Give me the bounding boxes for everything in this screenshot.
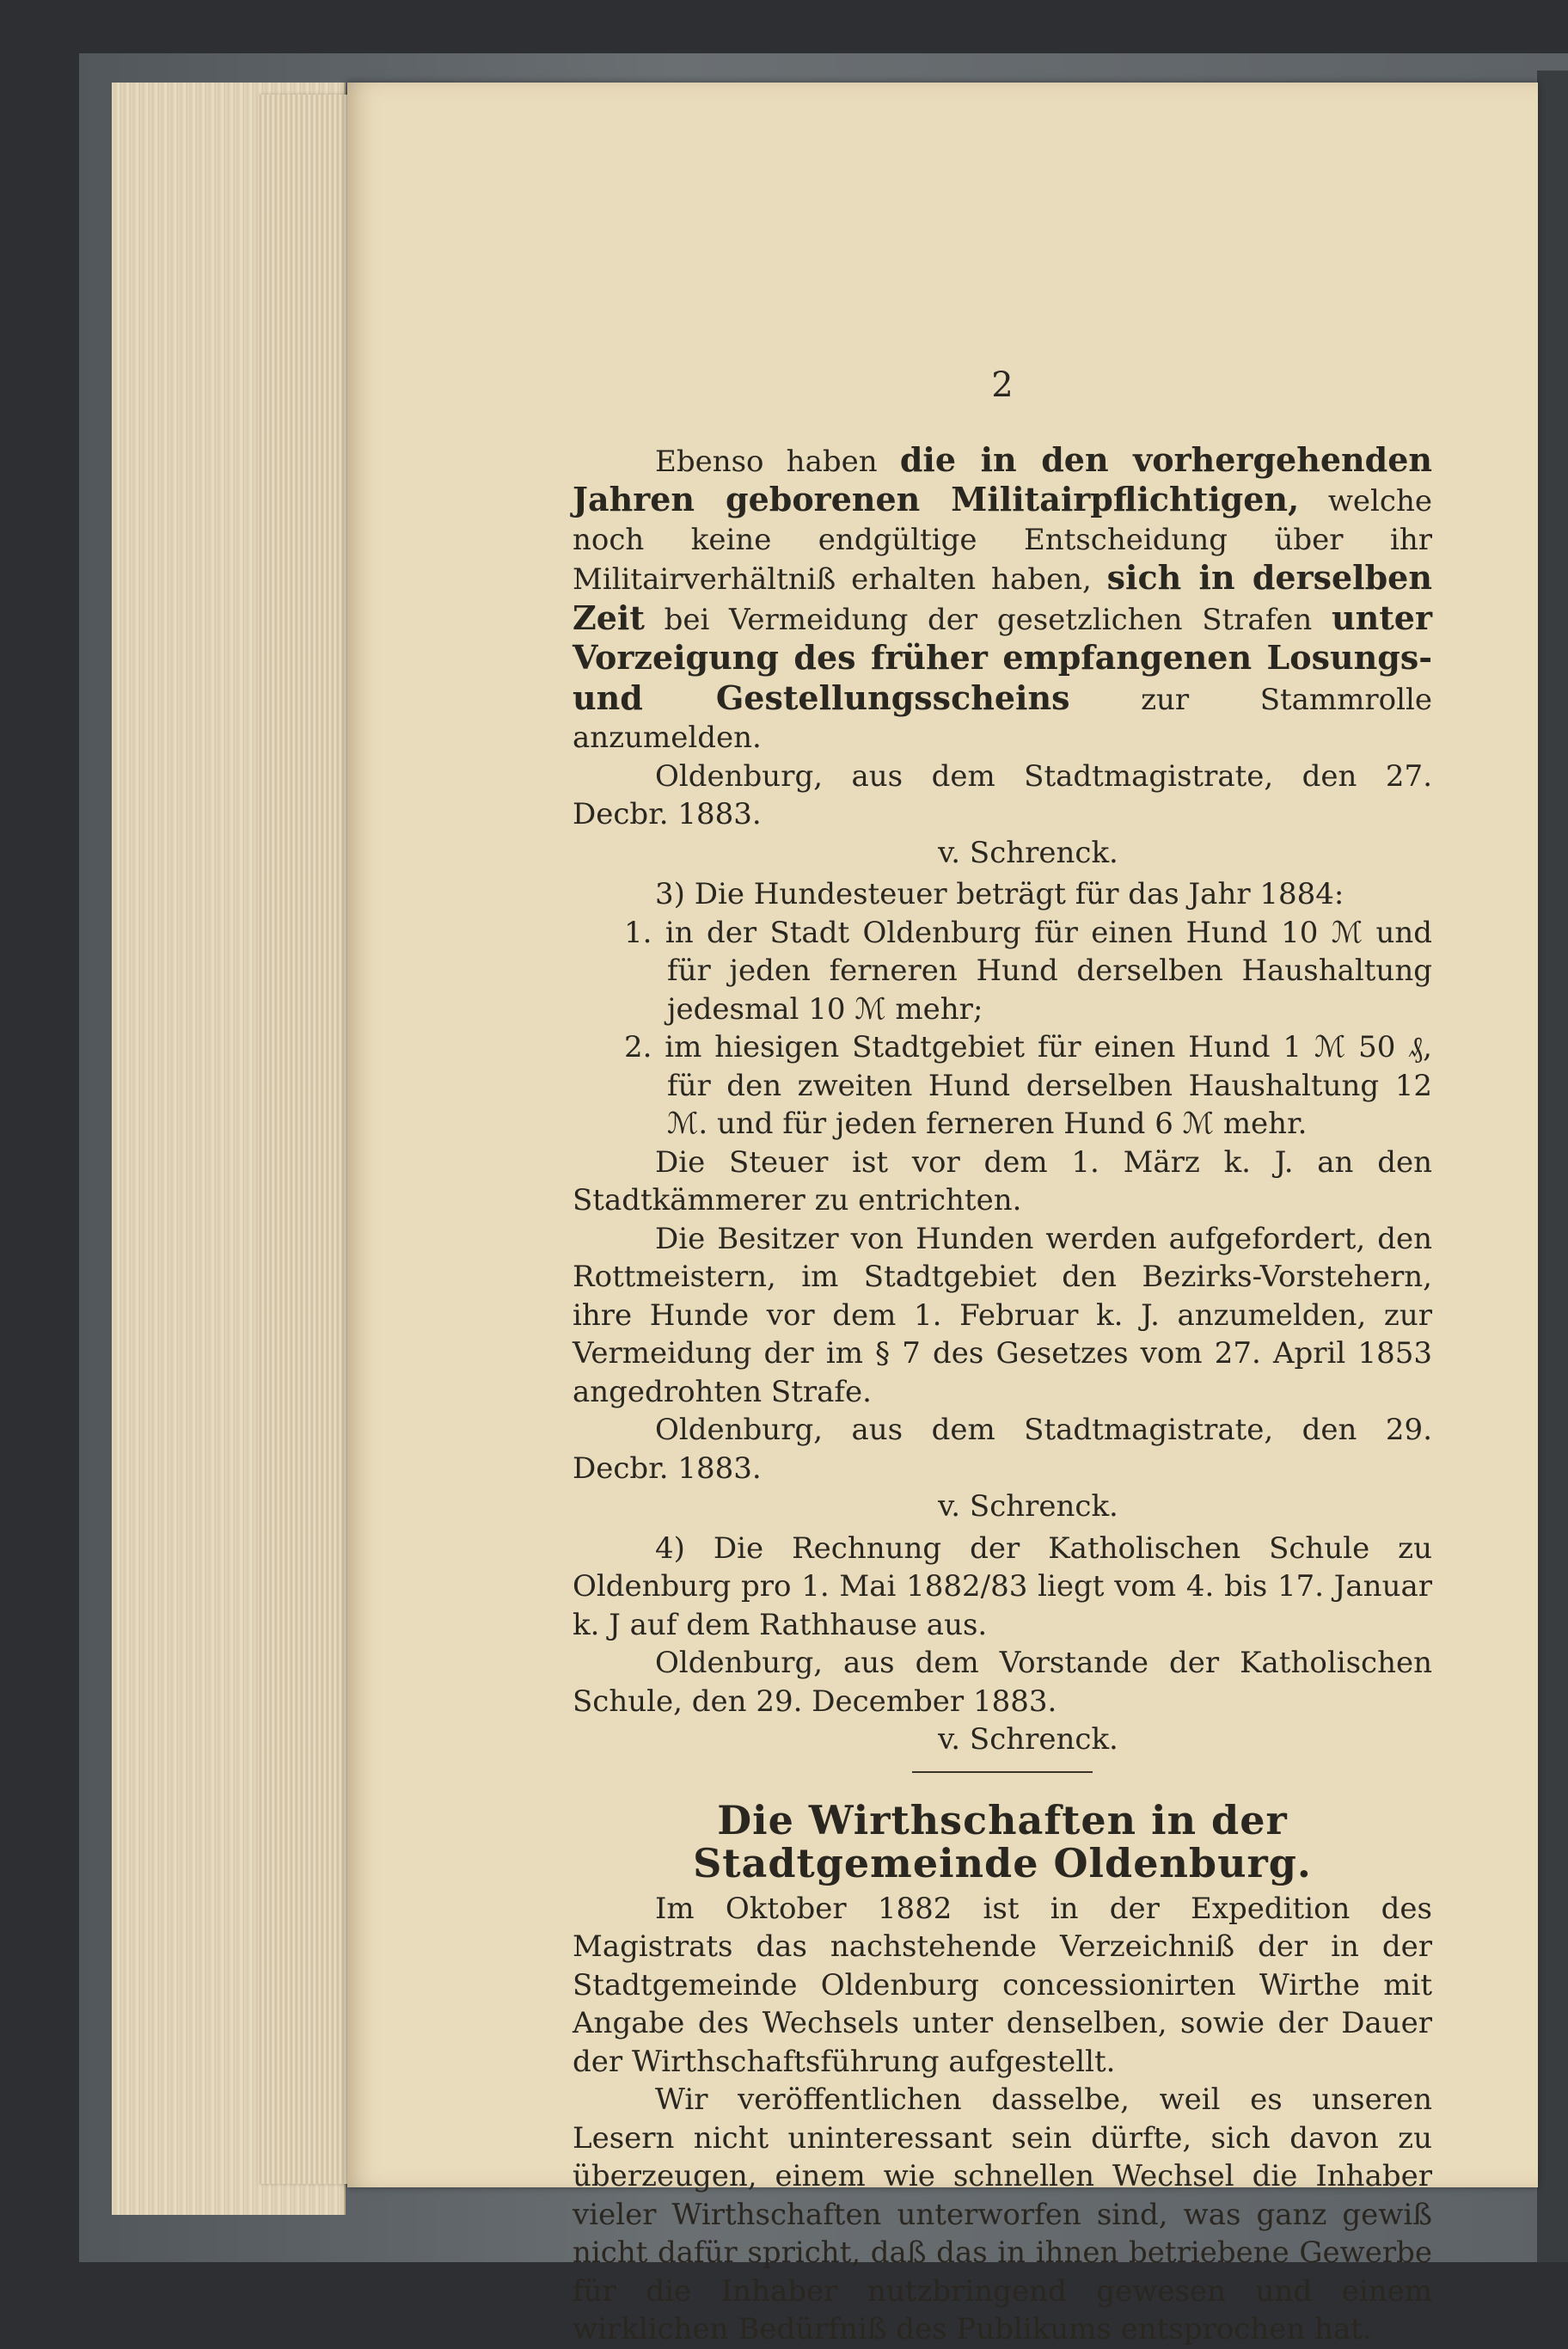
text-mid2: bei Vermeidung der gesetzlichen Strafen xyxy=(664,602,1313,637)
cover-edge xyxy=(1537,71,1568,2262)
page-stack-edge xyxy=(258,95,352,2184)
text-bold-papers: unter Vorzeigung des früher empfangenen Losungs- und Gestellungsscheins xyxy=(573,598,1432,717)
dog-tax-item-2: 2. im hiesigen Stadtgebiet für einen Hund 1 ℳ 50 ₰, für den zweiten Hund derselben Haushaltung 12 ℳ. und für jeden ferneren Hund 6 ℳ mehr. xyxy=(624,1030,1432,1141)
place-date-3: Oldenburg, aus dem Vorstande der Katholischen Schule, den 29. December 1883. xyxy=(573,1646,1432,1719)
place-date-1: Oldenburg, aus dem Stadtmagistrate, den 27. Decbr. 1883. xyxy=(573,758,1432,831)
announcement-militia xyxy=(573,441,1432,757)
article-paragraph-1: Im Oktober 1882 ist in der Expedition des Magistrats das nachstehende Verzeichniß der in der Stadtgemeinde Oldenburg concessionirten Wirthe mit Angabe des Wechsels unter denselben, sowie der Dauer der Wirthschaftsführung aufgestellt. xyxy=(573,1891,1432,2079)
text-mid: welche noch keine endgültige Entscheidung über ihr Militairverhältniß erhalten haben, xyxy=(573,484,1432,597)
text-bold-militia: die in den vorhergehenden Jahren geborenen Militairpflichtigen, xyxy=(573,439,1433,518)
dog-tax-registration: Die Besitzer von Hunden werden aufgefordert, den Rottmeistern, im Stadtgebiet den Bezirks-Vorstehern, ihre Hunde vor dem 1. Februar k. J. anzumelden, zur Vermeidung der im § 7 des Gesetzes vom 27. April 1853 angedrohten Strafe. xyxy=(573,1221,1432,1409)
section-divider xyxy=(912,1771,1093,1773)
signature-1: v. Schrenck. xyxy=(938,835,1118,870)
article-title: Die Wirthschaften in der Stadtgemeinde Oldenburg. xyxy=(693,1796,1312,1886)
signature-2: v. Schrenck. xyxy=(938,1489,1118,1524)
dog-tax-payment: Die Steuer ist vor dem 1. März k. J. an den Stadtkämmerer zu entrichten. xyxy=(573,1144,1432,1217)
article-paragraph-2: Wir veröffentlichen dasselbe, weil es unseren Lesern nicht uninteressant sein dürfte, sich davon zu überzeugen, einem wie schnellen Wechsel die Inhaber vieler Wirthschaften unterworfen sind, was ganz gewiß nicht dafür spricht, daß das in ihnen betriebene Gewerbe für die Inhaber nutzbringend gewesen und einem wirklichen Bedürfniß des Publikums entsprochen hat. xyxy=(573,2082,1432,2346)
page-number: 2 xyxy=(991,365,1014,405)
place-date-2: Oldenburg, aus dem Stadtmagistrate, den 29. Decbr. 1883. xyxy=(573,1413,1432,1486)
signature-3: v. Schrenck. xyxy=(938,1722,1118,1757)
book-page xyxy=(347,83,1538,2346)
dog-tax-intro: 3) Die Hundesteuer beträgt für das Jahr 1884: xyxy=(655,877,1344,911)
page-content xyxy=(573,272,1432,2349)
dog-tax-item-1: 1. in der Stadt Oldenburg für einen Hund 10 ℳ und für jeden ferneren Hund derselben Haushaltung jedesmal 10 ℳ mehr; xyxy=(624,915,1432,1027)
text-bold-time: sich in derselben Zeit xyxy=(573,558,1432,637)
school-account-notice: 4) Die Rechnung der Katholischen Schule zu Oldenburg pro 1. Mai 1882/83 liegt vom 4. bis 17. Januar k. J auf dem Rathhause aus. xyxy=(573,1530,1432,1642)
text-lead: Ebenso haben xyxy=(655,444,878,479)
text-tail: zur Stammrolle anzumelden. xyxy=(573,682,1433,755)
